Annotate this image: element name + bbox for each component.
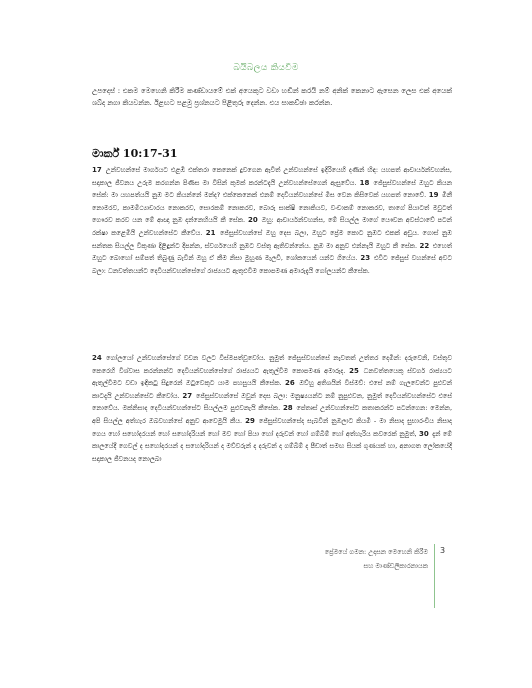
verse-text: ජේසුස්වහන්සේ ඔහුට කියන සේක්: මා යහපත්යයි නුඹ මට කියන්නේ මන්ද? එක්කෙනෙක් එනම් දෙවියන්වහන්සේ මිස වෙන කිසිවෙක් යහපත් නොවේ. [92,178,452,200]
verse-text: ජේසුස්වහන්සේ ඔවුන් දෙස බලා: මනුෂ්‍යයන්ට නම් නුපුළුවන, නුමුත් දෙවියන්වහන්සේට එසේ නොවේය. මක්නිසාද දෙවියන්වහන්සේට සියල්ලම පුළුවනැයි කීසේක. [92,391,452,413]
page-title: බයිබලය කියවීම [233,63,299,73]
verse-number: 22 [419,241,430,250]
verse-text: එවිට ජේසුස් වහන්සේ අවට බලා: ධනවත්තයන්ට දෙවියන්වහන්සේගේ රාජ්‍යයට ඇතුළුවීම කොපමණ අමාරුදැයි ගෝලයන්ට කීසේක. [92,254,452,275]
scripture-paragraph-1 [92,164,452,277]
footer-subtitle: සහ මාණ්ඩලිකාරනායක [363,562,428,570]
instructions-text: උපදෙස් : එකම මෙහෙනි කිරීම කණ්ඩායමේ එක් අයෙකුට වඩා හඬින් කරයි නම් අනික් කෙනාට ඇසෙන ලෙස එක් අයෙක් ශබ්ද නගා කියවන්න. ඊළඟට පළමු ප්‍රශ්නයට පිළිතුරු දෙන්න. එය සාකච්ඡා කරන්න. [92,87,452,107]
verse-number: 29 [245,416,255,425]
verse-number: 30 [419,429,429,438]
scripture-reference-heading: මාර්ක් 10:17-31 [92,147,178,160]
verse-text: ජේසුස්වහන්සේද සැබවින් නුඹලාට කියමි - මා නිසාද සුභාරංචිය නිසාද ගෙය හෝ සහෝදරයන් හෝ සහෝදරියන් හෝ මව හෝ පියා හෝ දරුවන් හෝ ගම්බිම් හෝ අත්හැරිය කවරෙක් නුමුත්, [92,416,452,438]
verse-text: ගෝලයෝ උන්වහන්සේගේ වචන වලට විස්මපත්වූවෝය. නුමුත් ජේසුස්වහන්සේ නැවතත් උත්තර දෙමින්: දරුවෙනි, වස්තුව කෙරෙහි විශ්වාස කරන්නන්ට දෙවියන්වහන්සේගේ රාජ්‍යයට ඇතුල්වීම කොපමණ අමාරුද. [92,354,452,375]
verse-number: 21 [205,228,216,237]
verse-number: 27 [182,391,193,400]
verse-text: මිනී නොමරව, කාමමිථ්‍යාචාරය නොකරව, සොරකම් නොකරව, බොරු සාක්ෂි නොකියව, වංචාකම් නොකරව, තාගේ පියාටත් මවුටත් ගෞරව කරව යන මේ ආඥා නුඹ දන්නෙහියයි කී සේක. [92,191,452,225]
footer-title: ප්‍රේමයේ ගමන: උදාසන මෙහෙනි කිරීම [324,548,428,556]
verse-text: ඔව්හු අතිශයින් විස්මව්: එසේ නම් ගැලවෙන්ට පුළුවන් කාටදැයි උන්වහන්සේට කීවෝය. [92,379,452,400]
verse-number: 20 [247,216,258,225]
verse-text: ධනවත්තයෙකු ස්වර්ග රාජ්‍යයට ඇතුල්වීමට වඩා ඉඳිකටු සිදුරෙන් ඔටුවෙකුට යාම පහසුයයි කීසේක. [92,366,452,388]
verse-number: 18 [359,178,370,187]
verse-text: එහෙත් ඔහුට බොහෝ සම්පත් තිබුණු බැවින් ඔහු ඒ කීම නිසා මුහුණ මැලවී, ශෝකයෙන් යන්ට ගියේය. [92,241,452,263]
footer-divider [434,544,435,608]
verse-number: 24 [92,354,102,362]
verse-text: දැන් මේ කාලයේදී ගෙවල් ද සහෝදරයන් ද සහෝදරියන් ද මව්වරුන් ද දරුවන් ද ගම්බිම් ද පීඩාත් සමඟ සියක් ගුණයක් හා, අනාගත ලෝකයේදී සදාකාල ජීවනයද නොලබා [92,429,452,463]
verse-number: 19 [428,191,439,200]
verse-text: පේතෘස් උන්වහන්සේට කතාකරන්ට පටන්ගෙන: මෙන්න, අපි සියල්ල අත්හැර ඔබවහන්සේ අනුව ආවෙමුයි කීය. [92,404,453,425]
scripture-paragraph-2 [92,352,452,465]
page-number: 3 [440,546,446,555]
verse-number: 26 [285,379,295,388]
verse-number: 23 [360,254,371,263]
verse-number: 17 [92,166,102,174]
verse-number: 28 [282,404,293,413]
verse-text: ඔහු: ආචාර්යන්වහන්ස, මේ සියල්ල මාගේ යෞවන අවස්ථාවේ පටන් රක්ෂා කළෙමියි උන්වහන්සේට කීවේය. [92,216,452,237]
verse-text: ජේසුස්වහන්සේ ඔහු දෙස බලා, ඔහුට ප්‍රේම කොට නුඹට එකක් අඩුය. ගොස් නුඹ සන්තක සියල්ල විකුණා දිළිඳුන්ට දීපන්න, ස්වර්ගයෙහි නුඹට වස්තු ඇතිවන්නේය. නුඹ මා අනුව එන්නැයි ඔහුට කී සේක. [92,228,452,250]
verse-text: උන්වහන්සේ මාර්ගයට එළඹි එක්තරා කෙනෙක් දුවගෙන ඇවිත් උන්වහන්සේ ඉදිරියෙහි දණින් හිඳ: යහපත් ආචාර්යන්වහන්ස, සදාකාල ජීවනය උරුම කරගන්න පිණිස මා විසින් කුමක් කරන්ටදැයි උන්වහන්සේගෙන් ඇසුවේය. [92,166,452,187]
verse-number: 25 [349,366,359,375]
